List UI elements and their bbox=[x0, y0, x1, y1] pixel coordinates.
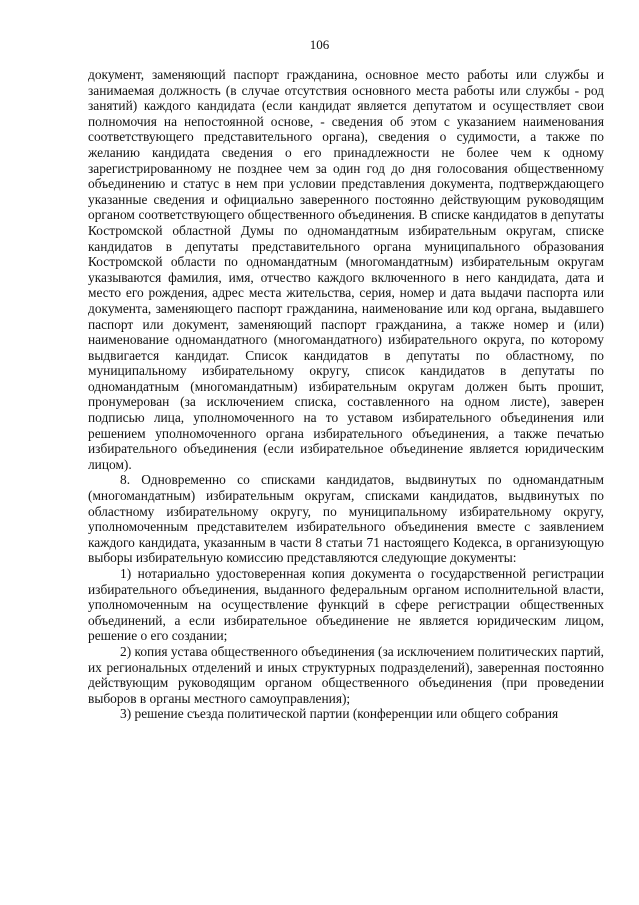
list-item-3: 3) решение съезда политической партии (конференции или общего собрания bbox=[120, 706, 559, 722]
page-number: 106 bbox=[309, 37, 330, 52]
paragraph-continuation: документ, заменяющий паспорт гражданина, основное место работы или службы и занимаемая должность (в случае отсутствия основного места работы или службы - род занятий) каждого кандидата (если кандидат является депутатом и осуществляет свои полномочия на непостоянной основе, - сведения об этом с указанием наименования соответствующего представительного органа), сведения о судимости, а также по желанию кандидата сведения о его принадлежности не более чем к одному зарегистрированному не позднее чем за один год до дня голосования общественному объединению и статус в нем при условии представления документа, подтверждающего указанные сведения и официально заверенного постоянно действующим руководящим органом соответствующего общественного объединения. В списке кандидатов в депутаты Костромской областной Думы по одномандатным избирательным округам, списке кандидатов в депутаты представительного органа муниципального образования Костромской области по одномандатным (многомандатным) избирательным округам указываются фамилия, имя, отчество каждого включенного в него кандидата, дата и место его рождения, адрес места жительства, серия, номер и дата выдачи паспорта или документа, заменяющего паспорт гражданина, наименование или код органа, выдавшего паспорт или документ, заменяющий паспорт гражданина, а также номер и (или) наименование одномандатного (многомандатного) избирательного округа, по которому выдвигается кандидат. Список кандидатов в депутаты по областному, по муниципальному избирательному округу, список кандидатов в депутаты по одномандатным (многомандатным) избирательным округам должен быть прошит, пронумерован (за исключением списка, составленного на одном листе), заверен подписью лица, уполномоченного на то уставом избирательного объединения или решением уполномоченного органа избирательного объединения, а также печатью избирательного объединения (если избирательное объединение является юридическим лицом). bbox=[88, 67, 604, 472]
document-body bbox=[88, 67, 604, 722]
list-item-1: 1) нотариально удостоверенная копия документа о государственной регистрации избирательного объединения, выданного федеральным органом исполнительной власти, уполномоченным на осуществление функций в сфере регистрации общественных объединений, а если избирательное объединение не является юридическим лицом, решение о его создании; bbox=[88, 566, 604, 644]
paragraph-part-8: 8. Одновременно со списками кандидатов, выдвинутых по одномандатным (многомандатным) избирательным округам, списками кандидатов, выдвинутых по областному избирательному округу, по муниципальному избирательному округу, уполномоченным представителем избирательного объединения вместе с заявлением каждого кандидата, указанным в части 8 статьи 71 настоящего Кодекса, в организующую выборы избирательную комиссию представляются следующие документы: bbox=[88, 472, 604, 566]
list-item-2: 2) копия устава общественного объединения (за исключением политических партий, их региональных отделений и иных структурных подразделений), заверенная постоянно действующим руководящим органом общественного объединения (при проведении выборов в органы местного самоуправления); bbox=[88, 643, 604, 706]
